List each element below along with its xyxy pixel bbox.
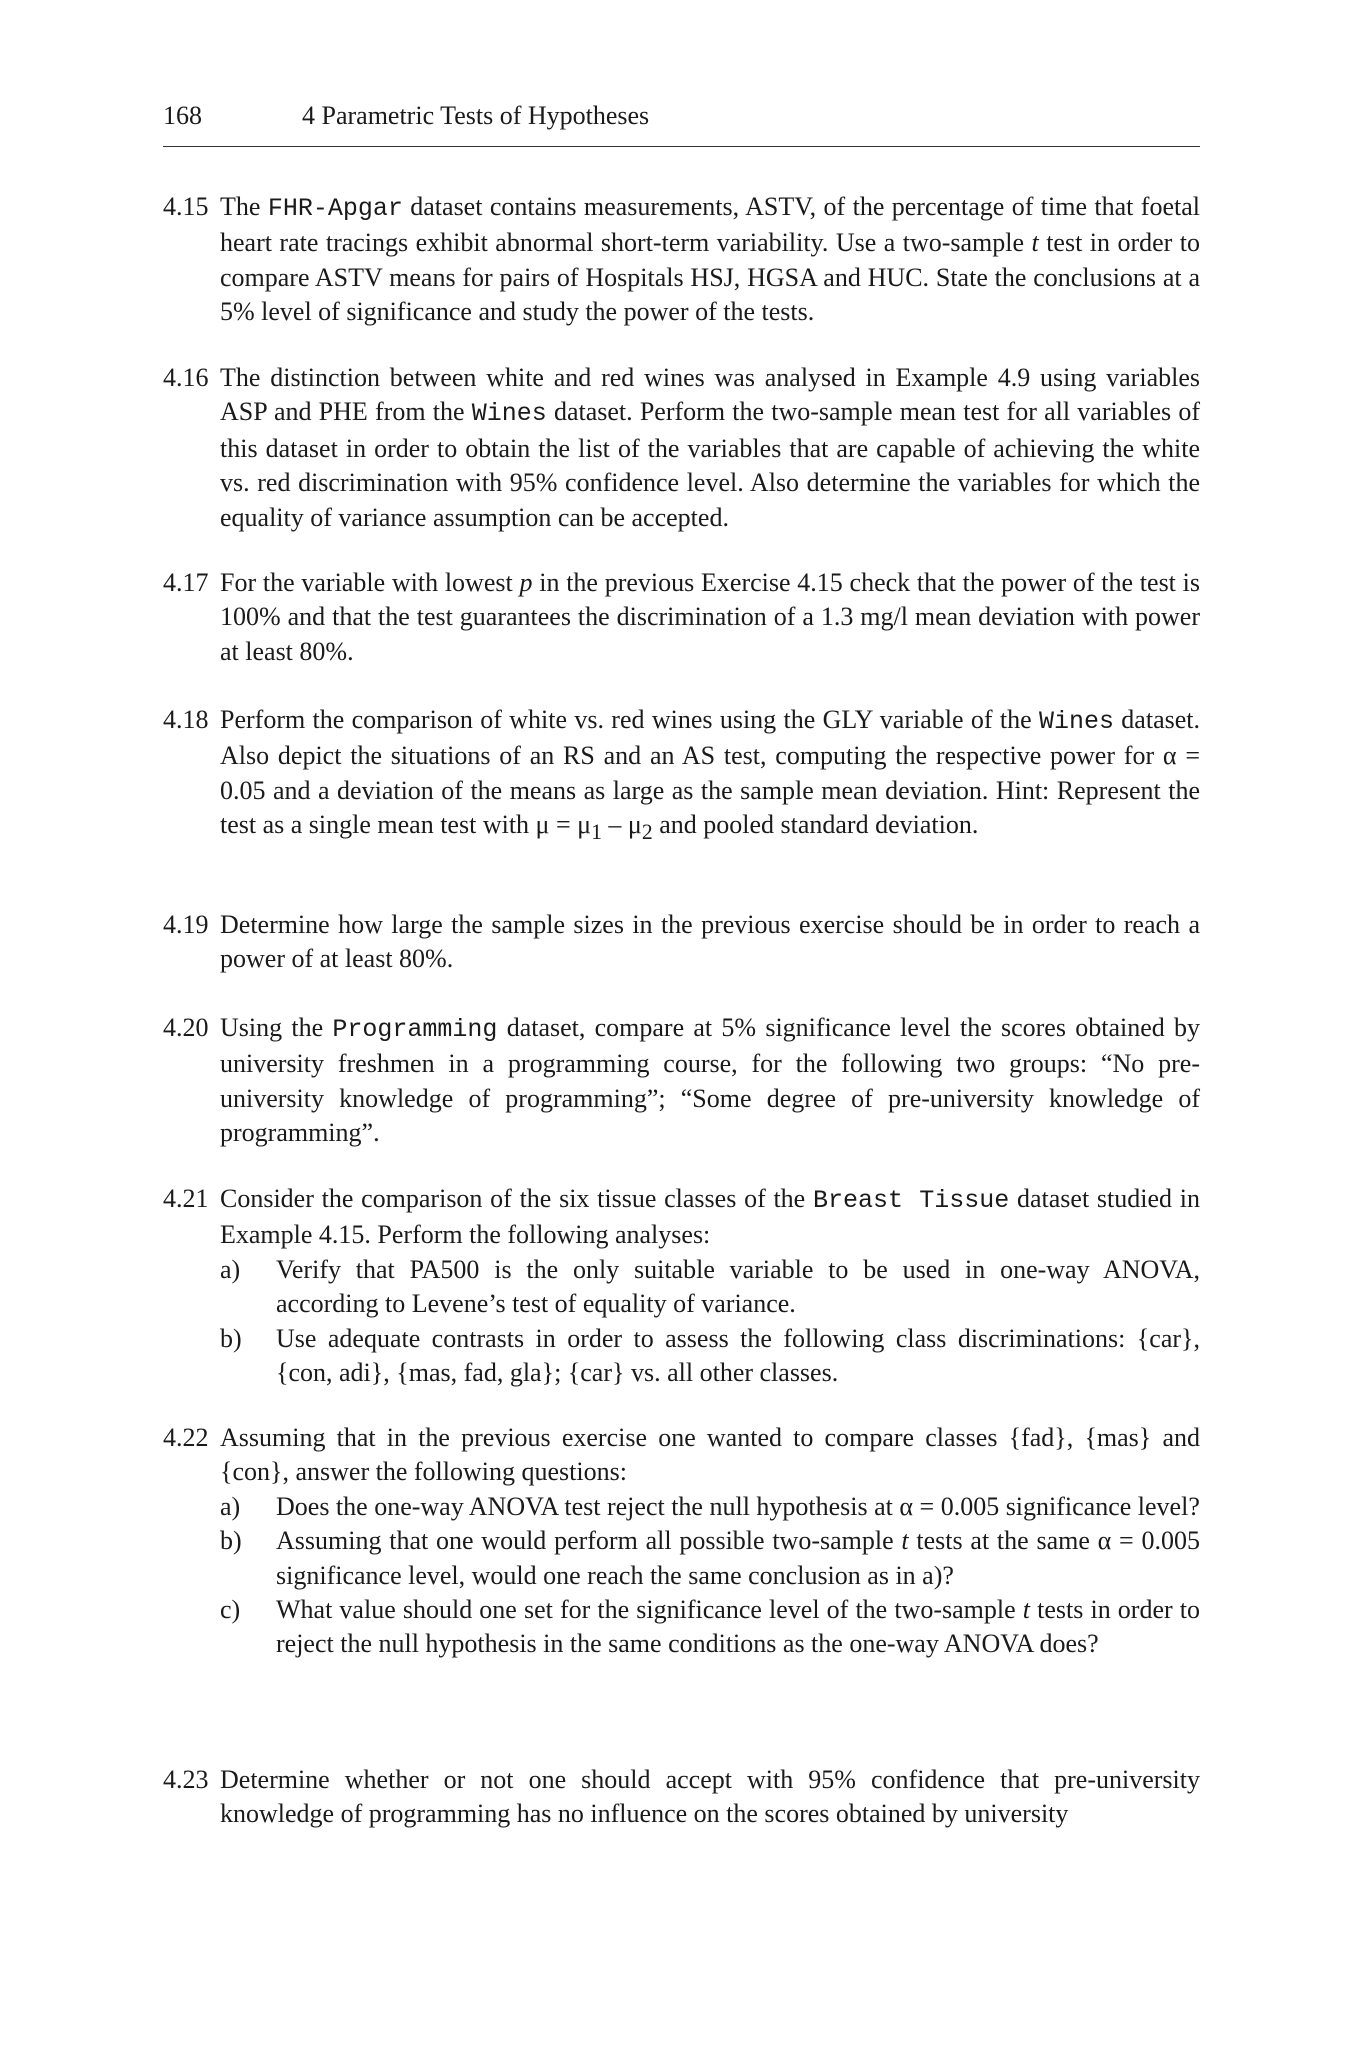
text-run: The [220,192,268,221]
exercise-number: 4.22 [163,1423,209,1452]
dataset-name: Programming [332,1015,498,1044]
exercise-4-20 [163,1011,1200,1151]
sub-item-b [220,1322,1200,1391]
text-run: and pooled standard deviation. [652,810,979,840]
italic-symbol: t [901,1526,909,1556]
exercise-number: 4.15 [163,192,209,221]
text-run: Assuming that one would perform all possible two-sample [276,1526,902,1556]
exercise-text [220,361,1200,535]
exercise-text [220,566,1200,669]
exercise-number: 4.20 [163,1013,209,1042]
exercise-4-21 [163,1182,1200,1390]
italic-symbol: t [1022,1595,1030,1625]
dataset-name: FHR-Apgar [267,194,403,223]
sub-item-label: a) [220,1491,241,1521]
header-rule [163,146,1200,147]
italic-symbol: p [519,568,533,597]
text-run: test in order to compare ASTV means for pairs of Hospitals HSJ, HGSA and HUC. State the conclusions at a 5% level of significance and study the power of the tests. [220,228,1200,327]
exercise-text [220,1011,1200,1151]
page-number: 168 [163,101,202,130]
sub-item-text [276,1593,1200,1662]
dataset-name: Wines [471,399,547,429]
exercise-number: 4.19 [163,910,209,939]
text-run: dataset studied in Example 4.15. Perform the following analyses: [220,1184,1200,1250]
sub-item-c [220,1593,1200,1662]
text-run: The distinction between white and red wines was analysed in Example 4.9 using variables ASP and PHE from the [220,363,1200,427]
exercise-number: 4.23 [163,1765,209,1794]
text-run: in the previous Exercise 4.15 check that the power of the test is 100% and that the test guarantees the discrimination of a 1.3 mg/l mean deviation with power at least 80%. [220,568,1201,666]
exercise-number: 4.21 [163,1184,209,1213]
subscript: 1 [591,820,602,845]
exercise-4-15 [163,190,1200,330]
exercise-text: Determine how large the sample sizes in the previous exercise should be in order to reach a power of at least 80%. [220,910,1200,974]
italic-symbol: t [1031,228,1039,258]
exercise-text [220,703,1200,850]
text-run: For the variable with lowest [220,568,520,597]
text-run: tests at the same α = 0.005 significance level, would one reach the same conclusion as in a)? [276,1526,1200,1590]
sub-item-label: c) [220,1595,241,1625]
exercise-text [220,1182,1200,1253]
exercise-4-16 [163,361,1200,535]
sub-item-label: b) [220,1323,242,1353]
sub-item-text: Use adequate contrasts in order to assess the following class discriminations: {car}, {con, adi}, {mas, fad, gla}; {car} vs. all other classes. [276,1323,1200,1388]
text-run: Consider the comparison of the six tissue classes of the [220,1184,813,1213]
exercise-number: 4.17 [163,568,209,597]
text-run: dataset contains measurements, ASTV, of the percentage of time that foetal heart rate tracings exhibit abnormal short-term variability. Use a two-sample [220,192,1200,258]
exercise-number: 4.18 [163,705,209,734]
exercise-4-18 [163,703,1200,850]
sub-item-label: a) [220,1254,241,1284]
exercise-4-23 [163,1763,1200,1832]
text-run: dataset, compare at 5% significance level the scores obtained by university freshmen in a programming course, for the following two groups: “No pre-university knowledge of programming”; “Some degree of pre-university knowledge of programming”. [220,1013,1200,1148]
running-title: 4 Parametric Tests of Hypotheses [302,101,650,130]
text-run: What value should one set for the significance level of the two-sample [276,1595,1023,1625]
exercise-text [220,190,1200,330]
sub-item-b [220,1524,1200,1593]
text-run: tests in order to reject the null hypothesis in the same conditions as the one-way ANOVA does? [276,1595,1201,1659]
dataset-name: Wines [1038,707,1114,736]
sub-item-text [276,1524,1200,1593]
text-run: Using the [220,1013,333,1042]
sub-item-a [220,1253,1200,1322]
sub-item-label: b) [220,1526,242,1556]
text-run: dataset. Also depict the situations of an RS and an AS test, computing the respective power for α = 0.05 and a deviation of the means as large as the sample mean deviation. Hint: Represent the test as a single mean test with μ = μ [220,705,1200,840]
sub-item-a [220,1490,1200,1524]
exercise-text: Assuming that in the previous exercise one wanted to compare classes {fad}, {mas} and {con}, answer the following questions: [220,1423,1200,1487]
exercise-text: Determine whether or not one should accept with 95% confidence that pre-university knowledge of programming has no influence on the scores obtained by university [220,1765,1200,1829]
exercise-4-19 [163,908,1200,977]
sub-item-text: Does the one-way ANOVA test reject the null hypothesis at α = 0.005 significance level? [276,1491,1200,1521]
exercise-4-22 [163,1421,1200,1662]
exercise-4-17 [163,566,1200,669]
text-run: Perform the comparison of white vs. red wines using the GLY variable of the [220,705,1039,734]
exercise-number: 4.16 [163,363,209,392]
sub-item-text: Verify that PA500 is the only suitable variable to be used in one-way ANOVA, according to Levene’s test of equality of variance. [276,1254,1200,1319]
dataset-name: Breast Tissue [812,1186,1010,1215]
subscript: 2 [641,820,653,845]
text-run: dataset. Perform the two-sample mean test for all variables of this dataset in order to obtain the list of the variables that are capable of achieving the white vs. red discrimination with 95% confidence level. Also determine the variables for which the equality of variance assumption can be accepted. [220,397,1200,532]
text-run: – μ [601,810,642,840]
